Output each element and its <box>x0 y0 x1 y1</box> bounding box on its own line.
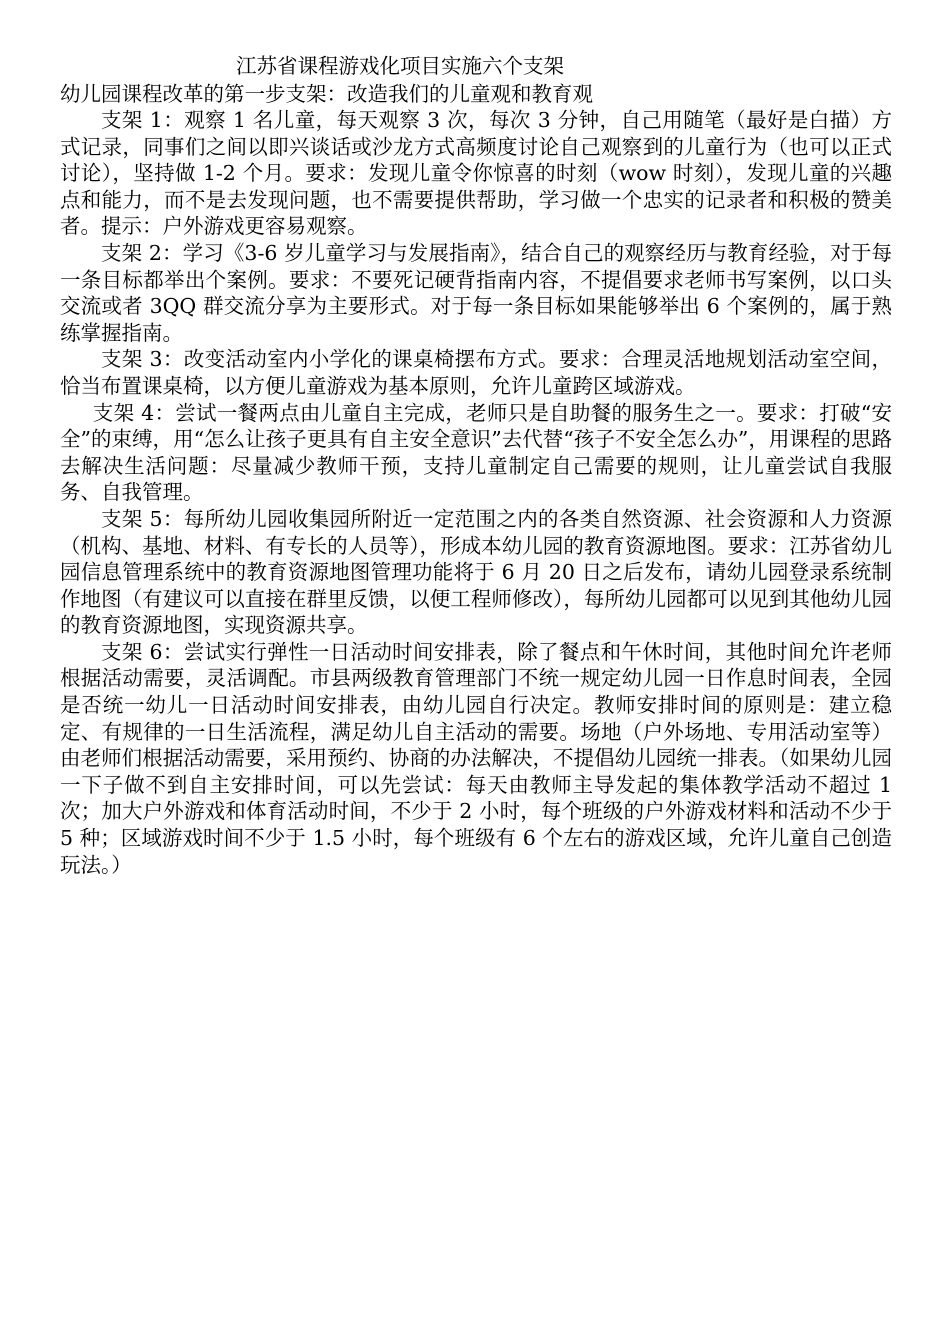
paragraph-scaffold-3: 支架 3：改变活动室内小学化的课桌椅摆布方式。要求：合理灵活地规划活动室空间，恰当布置课桌椅，以方便儿童游戏为基本原则，允许儿童跨区域游戏。 <box>60 347 892 398</box>
paragraph-scaffold-6: 支架 6：尝试实行弹性一日活动时间安排表，除了餐点和午休时间，其他时间允许老师根据活动需要，灵活调配。市县两级教育管理部门不统一规定幼儿园一日作息时间表，全园是否统一幼儿一日活动时间安排表，由幼儿园自行决定。教师安排时间的原则是：建立稳定、有规律的一日生活流程，满足幼儿自主活动的需要。场地（户外场地、专用活动室等）由老师们根据活动需要，采用预约、协商的办法解决，不提倡幼儿园统一排表。（如果幼儿园一下子做不到自主安排时间，可以先尝试：每天由教师主导发起的集体教学活动不超过 1 次；加大户外游戏和体育活动时间，不少于 2 小时，每个班级的户外游戏材料和活动不少于 5 种；区域游戏时间不少于 1.5 小时，每个班级有 6 个左右的游戏区域，允许儿童自己创造玩法。） <box>60 639 892 877</box>
paragraph-scaffold-4: 支架 4：尝试一餐两点由儿童自主完成，老师只是自助餐的服务生之一。要求：打破“安全”的束缚，用“怎么让孩子更具有自主安全意识”去代替“孩子不安全怎么办”，用课程的思路去解决生活问题：尽量减少教师干预，支持儿童制定自己需要的规则，让儿童尝试自我服务、自我管理。 <box>60 400 892 505</box>
document-title: 江苏省课程游戏化项目实施六个支架 <box>236 54 564 78</box>
document-subtitle: 幼儿园课程改革的第一步支架：改造我们的儿童观和教育观 <box>60 82 593 106</box>
document-page <box>60 51 892 878</box>
paragraph-scaffold-2: 支架 2：学习《3-6 岁儿童学习与发展指南》，结合自己的观察经历与教育经验，对于每一条目标都举出个案例。要求：不要死记硬背指南内容，不提倡要求老师书写案例，以口头交流或者 3QQ 群交流分享为主要形式。对于每一条目标如果能够举出 6 个案例的，属于熟练掌握指南。 <box>60 240 892 345</box>
paragraph-scaffold-5: 支架 5：每所幼儿园收集园所附近一定范围之内的各类自然资源、社会资源和人力资源（机构、基地、材料、有专长的人员等），形成本幼儿园的教育资源地图。要求：江苏省幼儿园信息管理系统中的教育资源地图管理功能将于 6 月 20 日之后发布，请幼儿园登录系统制作地图（有建议可以直接在群里反馈，以便工程师修改），每所幼儿园都可以见到其他幼儿园的教育资源地图，实现资源共享。 <box>60 506 892 638</box>
paragraph-scaffold-1: 支架 1：观察 1 名儿童，每天观察 3 次，每次 3 分钟，自己用随笔（最好是白描）方式记录，同事们之间以即兴谈话或沙龙方式高频度讨论自己观察到的儿童行为（也可以正式讨论），坚持做 1-2 个月。要求：发现儿童令你惊喜的时刻（wow 时刻），发现儿童的兴趣点和能力，而不是去发现问题，也不需要提供帮助，学习做一个忠实的记录者和积极的赞美者。提示：户外游戏更容易观察。 <box>60 108 892 239</box>
